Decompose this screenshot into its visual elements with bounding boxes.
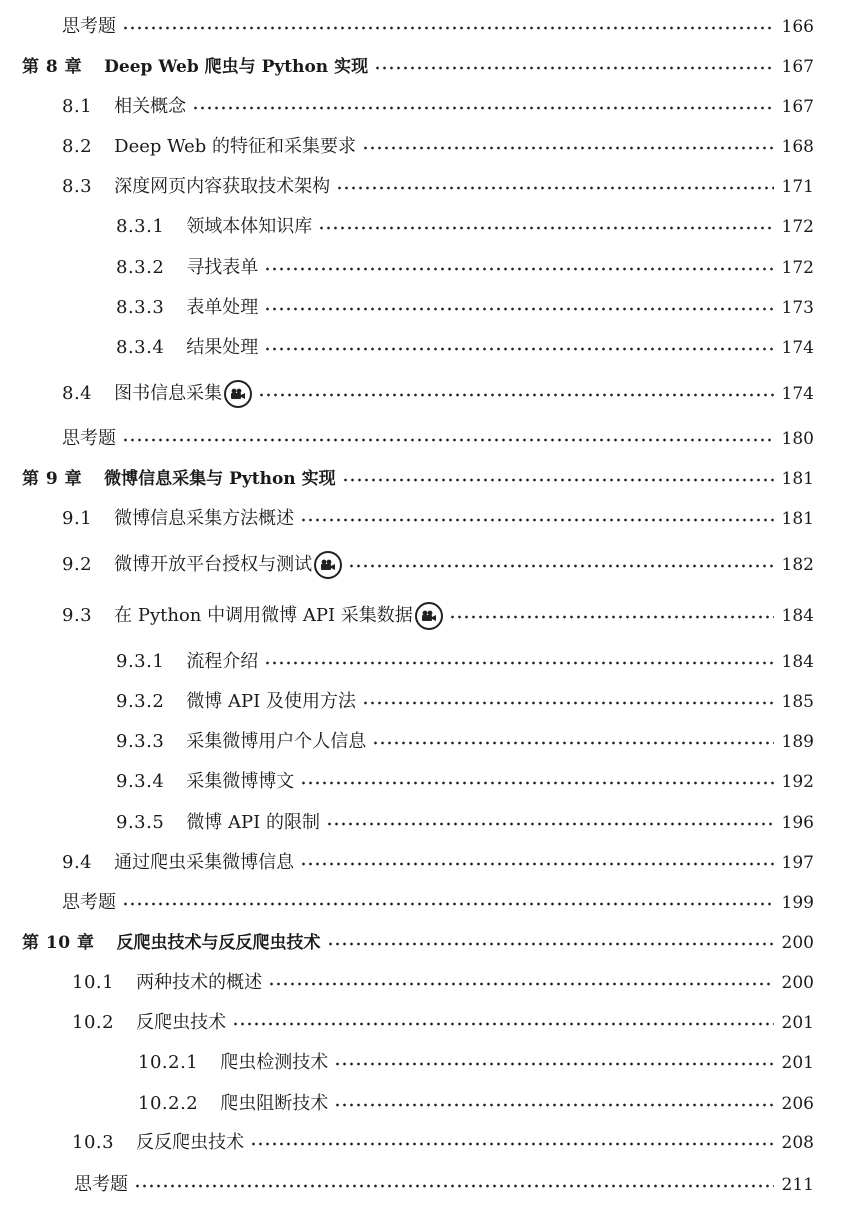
toc-entry-number: 9.3.5 [116,812,165,833]
toc-section-row [116,212,814,242]
toc-entry-title: 通过爬虫采集微博信息 [114,852,295,873]
toc-entry-number: 8.3 [62,176,93,197]
toc-page-number: 181 [781,509,814,529]
toc-entry-title: 在 Python 中调用微博 API 采集数据 [114,605,413,626]
toc-leader-dots [122,12,774,42]
toc-entry-title: 图书信息采集 [114,383,223,404]
toc-leader-dots [258,379,774,409]
toc-leader-dots [264,293,774,323]
toc-chapter-row [22,464,814,494]
toc-section-row [62,504,814,534]
toc-leader-dots [318,212,774,242]
toc-section-row [116,647,814,677]
toc-entry-title: 反反爬虫技术 [136,1132,245,1153]
toc-leader-dots [327,928,775,958]
toc-page-number: 181 [781,469,814,489]
toc-section-row [116,727,814,757]
toc-section-row [116,333,814,363]
toc-entry-title: 思考题 [62,428,116,449]
toc-entry-title: 微博信息采集与 Python 实现 [104,469,336,489]
toc-page-number: 200 [781,933,814,953]
toc-entry-number: 10.3 [72,1132,115,1153]
toc-page-number: 173 [781,298,814,318]
toc-page-number: 184 [781,652,814,672]
toc-section-row [62,379,814,409]
toc-page-number: 200 [781,973,814,993]
toc-section-row [116,767,814,797]
toc-section-row [116,687,814,717]
toc-leader-dots [372,727,774,757]
toc-entry-number: 10.2 [72,1012,115,1033]
toc-entry-number: 9.3 [62,605,93,626]
toc-section-row [62,132,814,162]
toc-section-row [138,1048,814,1078]
toc-entry-title: 微博信息采集方法概述 [114,508,295,529]
toc-page-number: 168 [781,137,814,157]
toc-leader-dots [232,1008,774,1038]
toc-section-row [72,1008,814,1038]
toc-section-row [62,550,814,580]
toc-entry-title: 爬虫检测技术 [220,1052,329,1073]
video-camera-icon [415,602,443,630]
toc-leader-dots [264,253,774,283]
toc-leader-dots [122,888,774,918]
toc-leader-dots [300,767,774,797]
toc-page-number: 167 [781,97,814,117]
toc-page-number: 171 [781,177,814,197]
toc-entry-title: Deep Web 爬虫与 Python 实现 [104,57,369,77]
toc-entry-number: 10.2.2 [138,1093,199,1114]
toc-section-row [116,808,814,838]
toc-entry-title: 表单处理 [186,297,259,318]
toc-entry-number: 9.3.3 [116,731,165,752]
toc-entry-number: 第 10 章 [22,933,95,953]
toc-leader-dots [342,464,774,494]
toc-review-row [62,888,814,918]
toc-page-number: 174 [781,384,814,404]
toc-entry-number: 9.3.2 [116,691,165,712]
toc-section-row [62,601,814,631]
toc-entry-number: 8.3.4 [116,337,165,358]
toc-section-row [116,293,814,323]
toc-entry-title: 微博 API 及使用方法 [186,691,356,712]
toc-leader-dots [449,601,774,631]
toc-leader-dots [334,1089,774,1119]
toc-entry-title: 采集微博用户个人信息 [186,731,367,752]
toc-page-number: 189 [781,732,814,752]
toc-page-number: 166 [781,17,814,37]
toc-page-number: 206 [781,1094,814,1114]
toc-entry-number: 9.2 [62,554,93,575]
toc-page-number: 174 [781,338,814,358]
toc-entry-title: 领域本体知识库 [186,216,313,237]
toc-entry-title: 思考题 [74,1174,128,1195]
toc-section-row [72,968,814,998]
toc-leader-dots [374,52,774,82]
toc-section-row [62,92,814,122]
toc-page-number: 199 [781,893,814,913]
toc-entry-title: 深度网页内容获取技术架构 [114,176,331,197]
toc-page-number: 167 [781,57,814,77]
toc-section-row [72,1128,814,1158]
toc-chapter-row [22,928,814,958]
toc-leader-dots [336,172,774,202]
toc-section-row [62,848,814,878]
toc-review-row [74,1170,814,1200]
toc-leader-dots [264,647,774,677]
toc-section-row [62,172,814,202]
toc-page-number: 182 [781,555,814,575]
toc-page-number: 201 [781,1013,814,1033]
toc-leader-dots [362,132,774,162]
toc-entry-title: 结果处理 [186,337,259,358]
toc-page-number: 196 [781,813,814,833]
toc-leader-dots [134,1170,774,1200]
toc-entry-number: 10.2.1 [138,1052,199,1073]
toc-entry-title: Deep Web 的特征和采集要求 [114,136,357,157]
toc-leader-dots [334,1048,774,1078]
toc-entry-number: 8.4 [62,383,93,404]
toc-chapter-row [22,52,814,82]
video-camera-icon [224,380,252,408]
toc-section-row [138,1089,814,1119]
toc-entry-number: 第 8 章 [22,57,83,77]
toc-entry-number: 8.1 [62,96,93,117]
toc-entry-number: 8.2 [62,136,93,157]
toc-leader-dots [192,92,774,122]
toc-entry-number: 9.1 [62,508,93,529]
toc-page-number: 197 [781,853,814,873]
video-camera-icon [314,551,342,579]
toc-entry-title: 两种技术的概述 [136,972,263,993]
toc-entry-title: 寻找表单 [186,257,259,278]
toc-entry-title: 爬虫阻断技术 [220,1093,329,1114]
toc-page-number: 208 [781,1133,814,1153]
toc-page-number: 172 [781,258,814,278]
toc-entry-number: 8.3.3 [116,297,165,318]
toc-leader-dots [268,968,774,998]
toc-entry-title: 流程介绍 [186,651,259,672]
toc-section-row [116,253,814,283]
toc-entry-title: 思考题 [62,16,116,37]
toc-leader-dots [122,424,774,454]
toc-entry-title: 相关概念 [114,96,187,117]
toc-leader-dots [250,1128,774,1158]
toc-entry-title: 采集微博博文 [186,771,295,792]
toc-leader-dots [300,504,774,534]
toc-page-number: 211 [781,1175,814,1195]
toc-entry-title: 微博开放平台授权与测试 [114,554,313,575]
toc-entry-number: 第 9 章 [22,469,83,489]
toc-leader-dots [264,333,774,363]
toc-entry-title: 微博 API 的限制 [186,812,320,833]
toc-review-row [62,424,814,454]
toc-page-number: 184 [781,606,814,626]
toc-leader-dots [300,848,774,878]
toc-entry-number: 8.3.2 [116,257,165,278]
toc-entry-title: 思考题 [62,892,116,913]
toc-leader-dots [362,687,774,717]
toc-entry-number: 10.1 [72,972,115,993]
toc-leader-dots [348,550,774,580]
toc-leader-dots [326,808,774,838]
toc-entry-number: 9.3.1 [116,651,165,672]
toc-entry-number: 9.3.4 [116,771,165,792]
toc-page-number: 180 [781,429,814,449]
toc-page-number: 172 [781,217,814,237]
toc-entry-number: 9.4 [62,852,93,873]
toc-entry-number: 8.3.1 [116,216,165,237]
toc-entry-title: 反爬虫技术 [136,1012,227,1033]
toc-review-row [62,12,814,42]
toc-page-number: 192 [781,772,814,792]
toc-entry-title: 反爬虫技术与反反爬虫技术 [116,933,321,953]
toc-page-number: 201 [781,1053,814,1073]
toc-page-number: 185 [781,692,814,712]
